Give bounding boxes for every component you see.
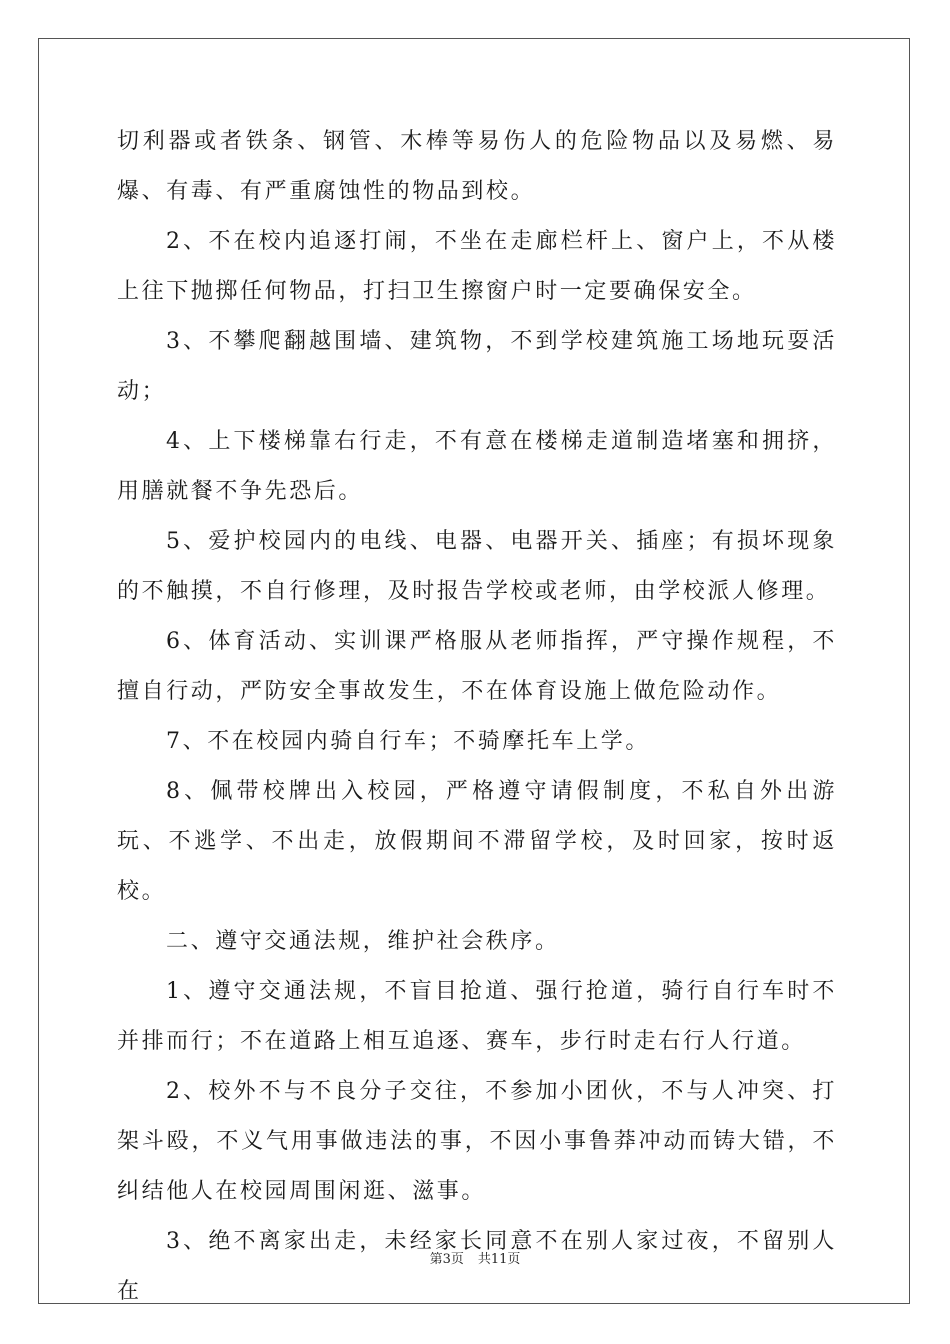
page-total: 共11页: [477, 1252, 521, 1267]
paragraph-5: 5、爱护校园内的电线、电器、电器开关、插座；有损坏现象的不触摸，不自行修理，及时报告学校或老师，由学校派人修理。: [117, 529, 837, 604]
paragraph-3: 3、不攀爬翻越围墙、建筑物，不到学校建筑施工场地玩耍活动；: [117, 329, 837, 404]
paragraph-11: 3、绝不离家出走，未经家长同意不在别人家过夜，不留别人在: [117, 1229, 837, 1304]
paragraph-6: 6、体育活动、实训课严格服从老师指挥，严守操作规程，不擅自行动，严防安全事故发生，不在体育设施上做危险动作。: [117, 629, 837, 704]
paragraph-7: 7、不在校园内骑自行车；不骑摩托车上学。: [166, 729, 650, 754]
paragraph-8: 8、佩带校牌出入校园，严格遵守请假制度，不私自外出游玩、不逃学、不出走，放假期间不滞留学校，及时回家，按时返校。: [117, 779, 837, 904]
page-footer: [0, 1248, 950, 1267]
section-heading: 二、遵守交通法规，维护社会秩序。: [166, 929, 560, 954]
paragraph-2: 2、不在校内追逐打闹，不坐在走廊栏杆上、窗户上，不从楼上往下抛掷任何物品，打扫卫生擦窗户时一定要确保安全。: [117, 229, 837, 304]
page-number: 第3页: [429, 1252, 464, 1267]
paragraph-10: 2、校外不与不良分子交往，不参加小团伙，不与人冲突、打架斗殴，不义气用事做违法的事，不因小事鲁莽冲动而铸大错，不纠结他人在校园周围闲逛、滋事。: [117, 1079, 837, 1204]
document-body: [117, 117, 837, 1317]
paragraph-9: 1、遵守交通法规，不盲目抢道、强行抢道，骑行自行车时不并排而行；不在道路上相互追逐、赛车，步行时走右行人行道。: [117, 979, 837, 1054]
paragraph-1: 切利器或者铁条、钢管、木棒等易伤人的危险物品以及易燃、易爆、有毒、有严重腐蚀性的物品到校。: [117, 129, 837, 204]
paragraph-4: 4、上下楼梯靠右行走，不有意在楼梯走道制造堵塞和拥挤，用膳就餐不争先恐后。: [117, 429, 837, 504]
